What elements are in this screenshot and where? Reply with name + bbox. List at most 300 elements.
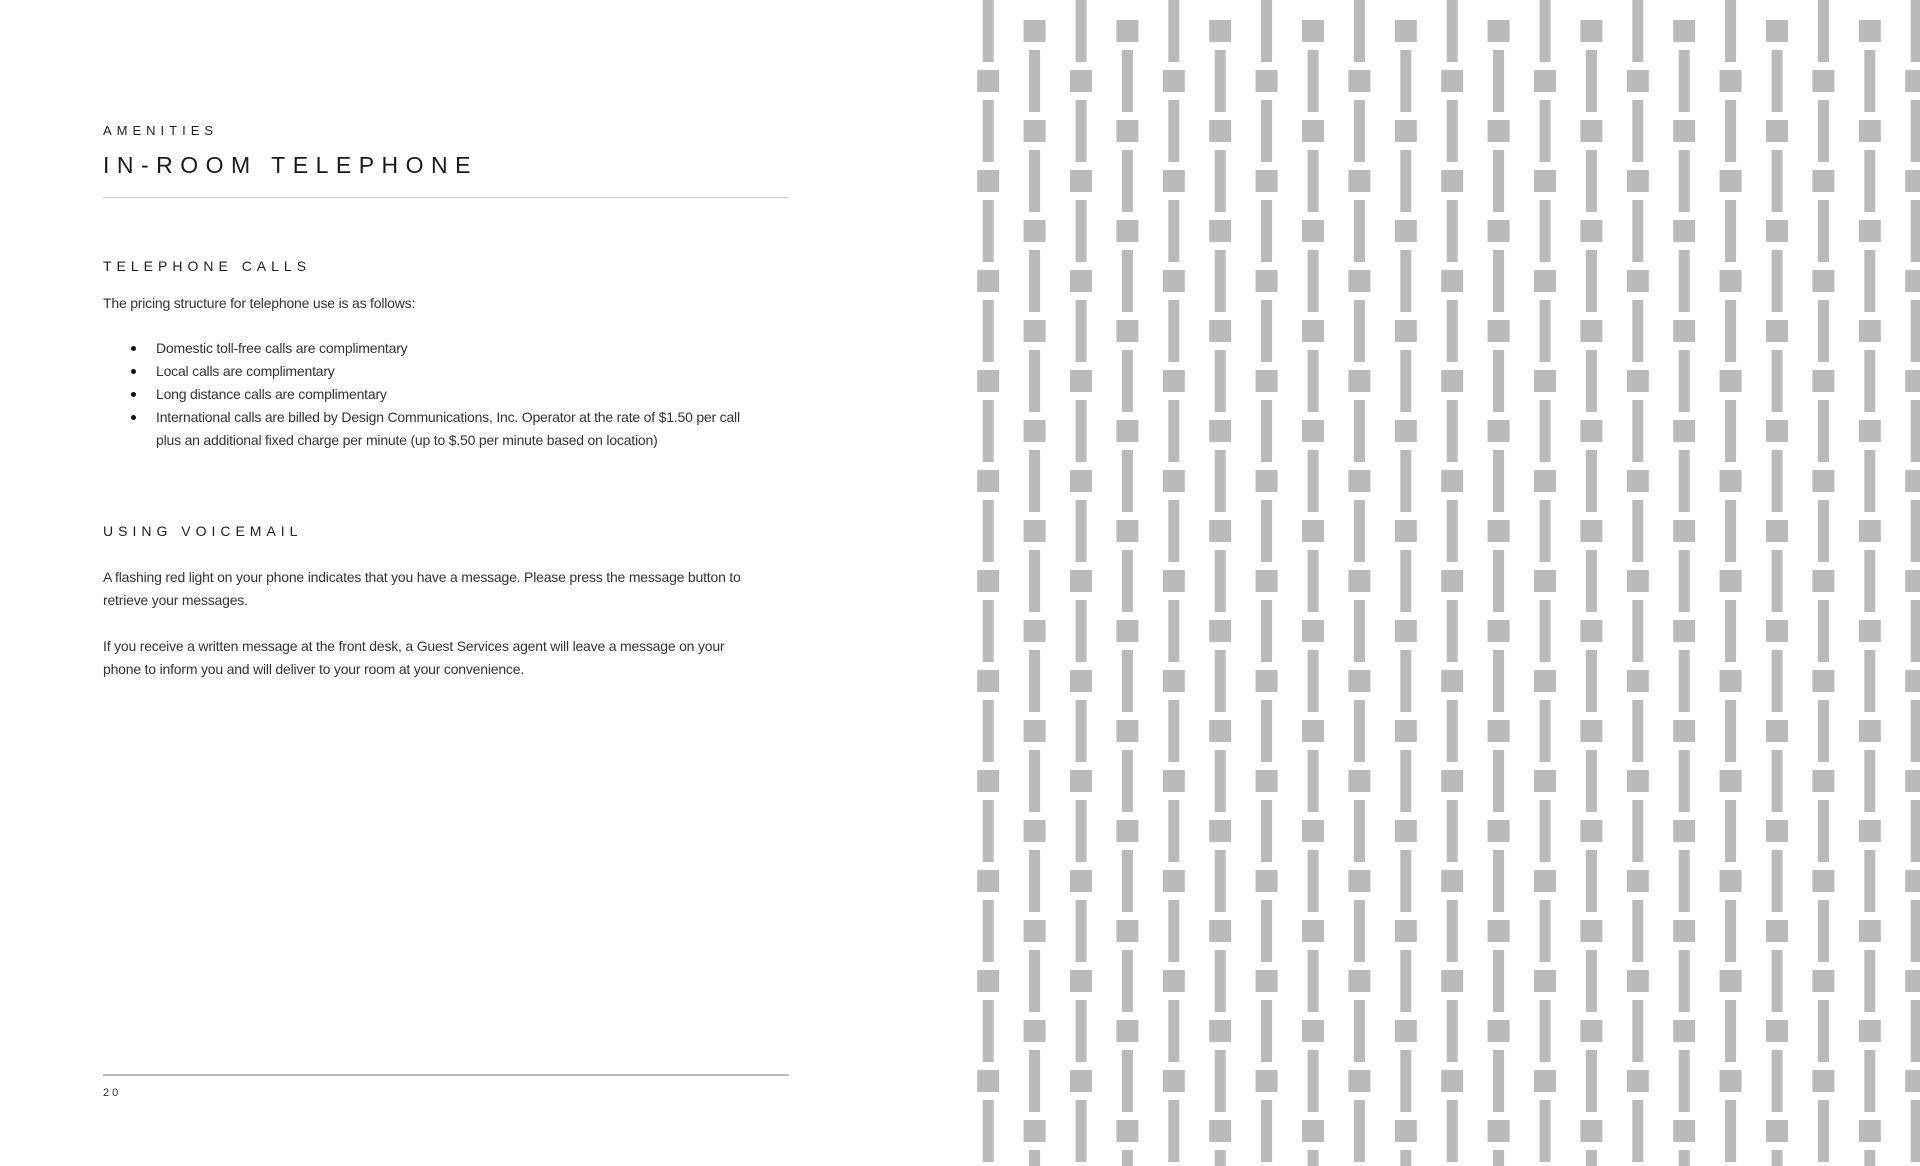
pattern-bar [1632,1000,1643,1062]
pattern-bar [1818,100,1829,162]
pattern-square [1766,720,1788,742]
pattern-square [1627,170,1649,192]
pattern-bar [1400,850,1411,912]
pattern-square [1302,1020,1324,1042]
pattern-bar [1029,50,1040,112]
pattern-bar [1911,100,1920,162]
pattern-bar [1632,900,1643,962]
pattern-bar [1493,450,1504,512]
pattern-bar [1076,900,1087,962]
pattern-bar [1540,900,1551,962]
pattern-bar [1493,50,1504,112]
pattern-square [1024,1120,1046,1142]
pattern-bar [1586,150,1597,212]
footer-divider [103,1074,789,1076]
pattern-square [1209,120,1231,142]
pattern-square [1627,870,1649,892]
pattern-bar [1864,850,1875,912]
pattern-bar [1586,1150,1597,1166]
pattern-square [1116,620,1138,642]
pattern-bar [1029,350,1040,412]
pattern-square [1070,770,1092,792]
pattern-bar [1772,550,1783,612]
pattern-square [1905,470,1920,492]
list-item [103,383,763,406]
pattern-bar [1308,50,1319,112]
pattern-bar [1215,1150,1226,1166]
pattern-bar [1400,50,1411,112]
pattern-bar [983,800,994,862]
pattern-bar [1215,550,1226,612]
pattern-bar [1772,250,1783,312]
pattern-bar [1679,150,1690,212]
bullet-icon [131,415,136,420]
pattern-bar [1772,350,1783,412]
pattern-square [1905,570,1920,592]
pattern-square [1116,20,1138,42]
pattern-bar [1864,450,1875,512]
pattern-square [1766,1020,1788,1042]
pattern-bar [1400,150,1411,212]
pattern-bar [1076,1000,1087,1062]
pattern-bar [1168,1100,1179,1162]
pattern-bar [1864,550,1875,612]
pattern-bar [1493,150,1504,212]
pattern-bar [1215,1050,1226,1112]
pattern-bar [1215,650,1226,712]
pattern-bar [1029,850,1040,912]
pattern-square [1859,520,1881,542]
pattern-bar [1168,600,1179,662]
pattern-bar [1308,1050,1319,1112]
pattern-bar [983,100,994,162]
pattern-square [1441,170,1463,192]
pattern-bar [1586,750,1597,812]
pattern-square [1812,670,1834,692]
pattern-square [1302,720,1324,742]
pattern-square [1488,920,1510,942]
pattern-bar [1076,1100,1087,1162]
pattern-square [1812,970,1834,992]
decorative-pattern-panel [960,0,1920,1166]
pattern-bar [1447,600,1458,662]
pattern-bar [1261,200,1272,262]
pattern-square [1024,620,1046,642]
pattern-square [1395,520,1417,542]
page-number: 20 [103,1087,122,1099]
pattern-square [1488,1120,1510,1142]
pattern-square [1441,470,1463,492]
pattern-square [1256,970,1278,992]
pattern-bar [1122,50,1133,112]
pattern-square [1024,1020,1046,1042]
pattern-bar [1215,350,1226,412]
pattern-bar [1632,500,1643,562]
pattern-bar [1168,800,1179,862]
pattern-bar [1261,500,1272,562]
pattern-square [1256,170,1278,192]
pattern-square [1116,720,1138,742]
pattern-square [1488,520,1510,542]
pattern-bar [1493,350,1504,412]
pattern-bar [1122,1150,1133,1166]
pattern-square [1766,820,1788,842]
pattern-bar [1911,800,1920,862]
pattern-bar [1122,450,1133,512]
pattern-square [1859,820,1881,842]
pattern-square [1395,20,1417,42]
pattern-bar [1818,300,1829,362]
pattern-bar [1725,400,1736,462]
pattern-bar [1679,1150,1690,1166]
pattern-square [1209,720,1231,742]
voicemail-paragraph: A flashing red light on your phone indicates that you have a message. Please press the message button to retrieve your messages. [103,569,741,608]
pattern-bar [983,1000,994,1062]
pattern-square [1302,620,1324,642]
pattern-bar [1308,350,1319,412]
pattern-bar [1029,1050,1040,1112]
pattern-square [1580,920,1602,942]
pattern-bar [983,1100,994,1162]
pattern-square [1024,720,1046,742]
pattern-bar [1586,950,1597,1012]
pattern-square [1812,570,1834,592]
pattern-square [977,70,999,92]
pattern-square [1209,420,1231,442]
pattern-bar [1864,950,1875,1012]
pattern-bar [1818,1000,1829,1062]
pattern-square [1627,670,1649,692]
pattern-square [1812,870,1834,892]
pattern-bar [1261,700,1272,762]
pattern-square [1488,320,1510,342]
pattern-square [1905,870,1920,892]
pattern-square [1720,370,1742,392]
pattern-bar [1864,50,1875,112]
pattern-bar [1911,1000,1920,1062]
pattern-square [1720,770,1742,792]
pattern-bar [1772,950,1783,1012]
pattern-bar [1911,500,1920,562]
pattern-bar [1076,0,1087,62]
pattern-bar [1400,1150,1411,1166]
pattern-square [1766,420,1788,442]
pattern-bar [1586,1050,1597,1112]
pattern-square [1673,720,1695,742]
pattern-bar [1354,0,1365,62]
pattern-square [1766,520,1788,542]
pattern-bar [1261,300,1272,362]
pattern-square [1116,320,1138,342]
pattern-square [1163,870,1185,892]
pattern-square [1348,870,1370,892]
pattern-bar [1725,200,1736,262]
pattern-square [1302,420,1324,442]
pattern-square [1905,770,1920,792]
pattern-bar [1447,200,1458,262]
pattern-square [1256,270,1278,292]
pattern-square [1859,620,1881,642]
pattern-bar [1308,650,1319,712]
pricing-intro: The pricing structure for telephone use is as follows: [103,295,416,311]
pattern-bar [1122,650,1133,712]
pattern-bar [1447,0,1458,62]
pattern-bar [1029,750,1040,812]
pattern-square [1256,470,1278,492]
pattern-square [1905,70,1920,92]
pattern-bar [1540,800,1551,862]
pattern-square [1024,320,1046,342]
pattern-bar [1911,200,1920,262]
pattern-square [1859,220,1881,242]
pattern-bar [1308,550,1319,612]
pattern-square [1488,20,1510,42]
pattern-square [1441,870,1463,892]
pattern-bar [1308,250,1319,312]
pattern-bar [1632,1100,1643,1162]
pattern-bar [1354,600,1365,662]
pattern-square [1163,470,1185,492]
pattern-square [1441,670,1463,692]
pattern-square [1348,570,1370,592]
pattern-square [1348,170,1370,192]
pattern-square [1673,420,1695,442]
pattern-square [1070,1070,1092,1092]
pattern-bar [1400,350,1411,412]
pattern-square [1673,120,1695,142]
pattern-square [1209,1020,1231,1042]
bullet-icon [131,346,136,351]
list-item-text: International calls are billed by Design Communications, Inc. Operator at the rate of $1.50 per call plus an additional fixed charge per minute (up to $.50 per minute based on location) [156,409,740,448]
pattern-square [1441,1070,1463,1092]
pattern-square [1859,920,1881,942]
pattern-bar [1493,1150,1504,1166]
pattern-bar [1447,1000,1458,1062]
pattern-bar [1122,350,1133,412]
pattern-square [1441,770,1463,792]
pattern-square [1766,920,1788,942]
pricing-list [103,337,763,452]
pattern-square [1580,220,1602,242]
pattern-bar [1818,1100,1829,1162]
pattern-bar [1447,500,1458,562]
pattern-bar [1261,1000,1272,1062]
pattern-bar [1354,800,1365,862]
pattern-bar [1122,950,1133,1012]
pattern-bar [1911,300,1920,362]
pattern-square [1209,620,1231,642]
pattern-square [1163,770,1185,792]
pattern-bar [1679,1050,1690,1112]
pattern-square [1395,1020,1417,1042]
pattern-square [1720,670,1742,692]
pattern-square [1766,1120,1788,1142]
pattern-bar [1354,900,1365,962]
pattern-square [1024,920,1046,942]
pattern-bar [1261,100,1272,162]
pattern-square [1812,170,1834,192]
title-divider [103,197,789,198]
pattern-bar [1772,850,1783,912]
pattern-square [1395,920,1417,942]
list-item [103,406,763,452]
pattern-bar [1540,400,1551,462]
pattern-square [1163,1070,1185,1092]
pattern-bar [1076,800,1087,862]
pattern-bar [1215,150,1226,212]
pattern-bar [1215,450,1226,512]
pattern-bar [1772,650,1783,712]
pattern-square [1116,520,1138,542]
pattern-square [1766,20,1788,42]
pattern-bar [1679,450,1690,512]
pattern-bar [1400,950,1411,1012]
pattern-square [1580,20,1602,42]
pattern-square [977,470,999,492]
pattern-square [1116,120,1138,142]
pattern-square [1441,970,1463,992]
pattern-bar [983,600,994,662]
pattern-square [1673,20,1695,42]
pattern-square [1024,120,1046,142]
pattern-bar [1586,850,1597,912]
pattern-square [1163,70,1185,92]
pattern-square [1256,1070,1278,1092]
pattern-bar [1540,100,1551,162]
pattern-square [1766,320,1788,342]
pattern-square [1859,420,1881,442]
pattern-bar [1400,550,1411,612]
pattern-square [1720,970,1742,992]
pattern-bar [1864,250,1875,312]
pattern-bar [1447,300,1458,362]
pattern-square [1766,120,1788,142]
pattern-bar [1725,100,1736,162]
pattern-square [977,170,999,192]
pattern-bar [1911,700,1920,762]
pattern-bar [1400,450,1411,512]
pattern-bar [1168,0,1179,62]
pattern-bar [1122,1050,1133,1112]
pattern-bar [1632,200,1643,262]
pattern-square [1488,1020,1510,1042]
pattern-bar [1261,600,1272,662]
pattern-bar [1029,150,1040,212]
pattern-bar [1864,1050,1875,1112]
pattern-bar [1864,1150,1875,1166]
pattern-square [1720,170,1742,192]
pattern-bar [1261,400,1272,462]
pattern-bar [1076,500,1087,562]
pattern-bar [983,700,994,762]
pattern-square [1580,720,1602,742]
pattern-bar [1679,250,1690,312]
pattern-square [1580,520,1602,542]
pattern-bar [1586,650,1597,712]
pattern-bar [1632,700,1643,762]
pattern-square [1348,270,1370,292]
pattern-square [1209,220,1231,242]
pattern-bar [1586,550,1597,612]
pattern-bar [1400,750,1411,812]
pattern-bar [1632,100,1643,162]
pattern-square [1070,670,1092,692]
pattern-square [1163,270,1185,292]
pattern-bar [1261,900,1272,962]
pattern-bar [1679,50,1690,112]
pattern-square [1116,420,1138,442]
pattern-square [977,1070,999,1092]
pattern-square [1348,470,1370,492]
pattern-square [1720,70,1742,92]
pattern-bar [1493,1050,1504,1112]
pattern-square [1905,370,1920,392]
pattern-square [1812,270,1834,292]
pattern-square [1859,320,1881,342]
pattern-bar [1911,600,1920,662]
pattern-square [1812,370,1834,392]
pattern-square [1302,820,1324,842]
pattern-bar [1308,850,1319,912]
pattern-square [1302,20,1324,42]
pattern-square [1534,370,1556,392]
list-item [103,360,763,383]
pattern-square [1673,820,1695,842]
pattern-bar [1632,800,1643,862]
pattern-bar [1029,1150,1040,1166]
pattern-square [1812,1070,1834,1092]
pattern-bar [983,500,994,562]
pattern-square [1348,1070,1370,1092]
pattern-bar [1029,950,1040,1012]
pattern-bar [1818,700,1829,762]
pattern-bar [1725,500,1736,562]
pattern-bar [1168,900,1179,962]
pattern-bar [1447,700,1458,762]
pattern-square [1673,920,1695,942]
pattern-square [1673,1020,1695,1042]
pattern-bar [1168,500,1179,562]
pattern-square [1256,570,1278,592]
pattern-square [1534,570,1556,592]
pattern-bar [1772,450,1783,512]
pattern-bar [1818,500,1829,562]
pattern-square [1720,570,1742,592]
pattern-bar [1308,750,1319,812]
pattern-square [1627,370,1649,392]
pattern-square [1209,1120,1231,1142]
pattern-square [1580,120,1602,142]
pattern-bar [1076,700,1087,762]
pattern-bar [1168,700,1179,762]
pattern-square [1302,920,1324,942]
section-label: AMENITIES [103,123,219,138]
pattern-bar [1911,1100,1920,1162]
pattern-square [1441,70,1463,92]
pattern-square [1163,570,1185,592]
bullet-icon [131,369,136,374]
pattern-bar [1168,100,1179,162]
pattern-square [1859,1020,1881,1042]
pattern-square [1348,770,1370,792]
pattern-square [1534,970,1556,992]
pattern-bar [1308,450,1319,512]
pattern-bar [1540,200,1551,262]
pattern-bar [1679,750,1690,812]
pattern-bar [1632,600,1643,662]
pattern-bar [1679,650,1690,712]
list-item-text: Local calls are complimentary [156,363,335,379]
